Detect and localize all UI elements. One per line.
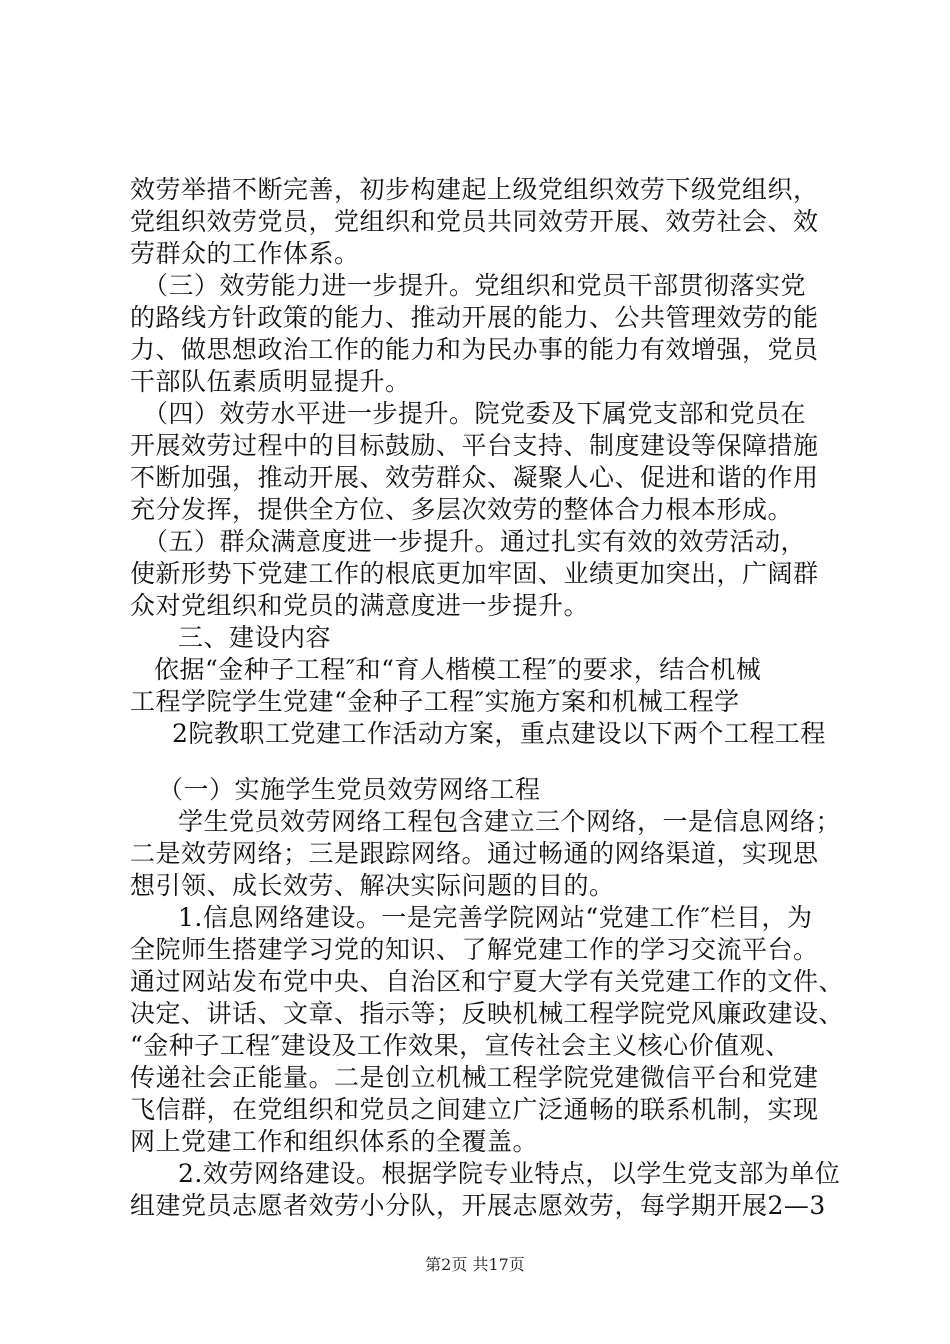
text-line: 二是效劳网络；三是跟踪网络。通过畅通的网络渠道，实现思 [130,839,819,868]
text-line: 组建党员志愿者效劳小分队，开展志愿效劳，每学期开展2—3 [130,1191,826,1220]
text-line: 工程学院学生党建“金种子工程″实施方案和机械工程学 [130,687,740,716]
text-line: 通过网站发布党中央、自治区和宁夏大学有关党建工作的文件、 [130,967,845,996]
section-heading: 三、建设内容 [178,623,332,652]
text-line: 干部队伍素质明显提升。 [130,367,411,396]
text-line: 党组织效劳党员，党组织和党员共同效劳开展、效劳社会、效 [130,207,819,236]
text-line: 2院教职工党建工作活动方案，重点建设以下两个工程工程 [172,719,826,748]
text-line: 依据“金种子工程″和“育人楷模工程″的要求，结合机械 [154,655,762,684]
text-line: 学生党员效劳网络工程包含建立三个网络，一是信息网络； [178,807,842,836]
text-line: 传递社会正能量。二是创立机械工程学院党建微信平台和党建 [130,1063,819,1092]
text-line: 众对党组织和党员的满意度进一步提升。 [130,591,590,620]
page-number-footer: 第2页 共17页 [425,1255,525,1274]
text-line: 的路线方针政策的能力、推动开展的能力、公共管理效劳的能 [130,303,819,332]
text-line: 力、做思想政治工作的能力和为民办事的能力有效增强，党员 [130,335,819,364]
text-line: 开展效劳过程中的目标鼓励、平台支持、制度建设等保障措施 [130,431,819,460]
text-line: 全院师生搭建学习党的知识、了解党建工作的学习交流平台。 [130,935,819,964]
text-line: 2.效劳网络建设。根据学院专业特点，以学生党支部为单位 [178,1159,841,1188]
subsection-heading: （一）实施学生党员效劳网络工程 [158,775,541,804]
text-line: 决定、讲话、文章、指示等；反映机械工程学院党风廉政建设、 [130,999,845,1028]
text-line: 劳群众的工作体系。 [130,239,360,268]
text-line: （五）群众满意度进一步提升。通过扎实有效的效劳活动， [130,527,807,556]
text-line: 网上党建工作和组织体系的全覆盖。 [130,1127,539,1156]
text-line: 使新形势下党建工作的根底更加牢固、业绩更加突出，广阔群 [130,559,819,588]
text-line: 效劳举措不断完善，初步构建起上级党组织效劳下级党组织， [130,175,819,204]
text-line: （四）效劳水平进一步提升。院党委及下属党支部和党员在 [130,399,807,428]
text-line: “金种子工程″建设及工作效果，宣传社会主义核心价值观、 [130,1031,791,1060]
text-line: 1.信息网络建设。一是完善学院网站“党建工作″栏目，为 [178,903,813,932]
text-line: 想引领、成长效劳、解决实际问题的目的。 [130,871,615,900]
text-line: 充分发挥，提供全方位、多层次效劳的整体合力根本形成。 [130,495,794,524]
text-line: 飞信群，在党组织和党员之间建立广泛通畅的联系机制，实现 [130,1095,819,1124]
text-line: 不断加强，推动开展、效劳群众、凝聚人心、促进和谐的作用 [130,463,819,492]
text-line: （三）效劳能力进一步提升。党组织和党员干部贯彻落实党 [130,271,807,300]
